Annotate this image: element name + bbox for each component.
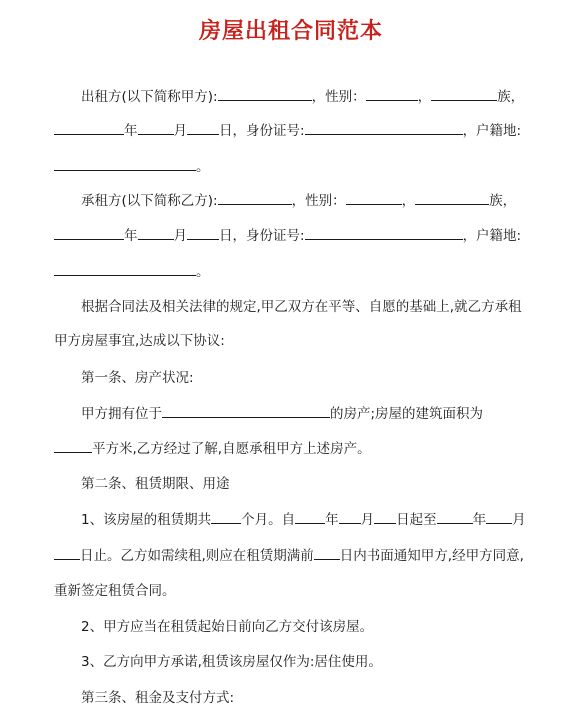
lessor-line-2 xyxy=(54,120,521,141)
blank xyxy=(366,86,418,101)
article-2-heading: 第二条、租赁期限、用途 xyxy=(81,476,230,492)
blank xyxy=(54,225,124,240)
domicile-label: ，户籍地: xyxy=(462,228,522,244)
preamble-line-1: 根据合同法及相关法律的规定,甲乙双方在平等、自愿的基础上,就乙方承租 xyxy=(81,299,522,315)
blank xyxy=(138,225,174,240)
lessee-line-1 xyxy=(81,190,516,211)
term-label: 1、该房屋的租赁期共 xyxy=(81,512,212,528)
year-label: 年 xyxy=(124,228,138,244)
blank xyxy=(138,120,174,135)
lessee-line-3 xyxy=(54,261,210,282)
blank xyxy=(187,120,219,135)
punct: ， xyxy=(401,193,416,209)
gender-label: ，性别： xyxy=(291,193,346,209)
month-label: 月 xyxy=(173,123,187,139)
lessor-label: 出租方(以下简称甲方): xyxy=(81,89,218,105)
blank xyxy=(54,156,196,171)
area-text: 平方米,乙方经过了解,自愿承租甲方上述房产。 xyxy=(92,441,371,457)
article-1-line-1 xyxy=(81,403,483,424)
blank xyxy=(305,120,463,135)
renewal-text: 日止。乙方如需续租,则应在租赁期满前 xyxy=(80,548,314,564)
blank xyxy=(415,190,489,205)
gender-label: ，性别： xyxy=(311,89,366,105)
blank xyxy=(314,545,340,560)
article-3-heading: 第三条、租金及支付方式: xyxy=(81,690,235,706)
id-label: 日，身份证号: xyxy=(219,123,305,139)
lessor-line-3 xyxy=(54,156,210,177)
year-label: 年 xyxy=(472,512,487,528)
preamble-line-2: 甲方房屋事宜,达成以下协议: xyxy=(54,333,225,349)
notice-text: 日内书面通知甲方,经甲方同意, xyxy=(339,548,524,564)
blank xyxy=(218,190,292,205)
to-label: 日起至 xyxy=(396,512,437,528)
punct: 。 xyxy=(196,159,210,175)
blank xyxy=(346,190,402,205)
article-2-item-2: 2、甲方应当在租赁起始日前向乙方交付该房屋。 xyxy=(81,619,374,635)
blank xyxy=(218,86,312,101)
lessee-line-2 xyxy=(54,225,521,246)
article-1-heading: 第一条、房产状况: xyxy=(81,370,194,386)
lessor-line-1 xyxy=(81,86,524,107)
article-2-item-1-line-2 xyxy=(54,545,524,566)
ethnicity-label: 族， xyxy=(489,193,517,209)
article-1-line-2 xyxy=(54,438,371,459)
blank xyxy=(162,403,330,418)
article-2-item-1-line-1 xyxy=(81,509,526,530)
location-label: 甲方拥有位于 xyxy=(81,406,162,422)
punct: 。 xyxy=(196,264,210,280)
blank xyxy=(211,509,241,524)
blank xyxy=(187,225,219,240)
lessee-label: 承租方(以下简称乙方): xyxy=(81,193,218,209)
blank xyxy=(54,438,92,453)
month-label: 月 xyxy=(512,512,526,528)
blank xyxy=(437,509,473,524)
blank xyxy=(339,509,361,524)
month-label: 月 xyxy=(360,512,375,528)
property-text: 的房产;房屋的建筑面积为 xyxy=(330,406,484,422)
from-label: 个月。自 xyxy=(241,512,296,528)
article-2-item-3: 3、乙方向甲方承诺,租赁该房屋仅作为:居住使用。 xyxy=(81,654,382,670)
blank xyxy=(54,120,124,135)
blank xyxy=(486,509,512,524)
blank xyxy=(295,509,325,524)
punct: ， xyxy=(417,89,432,105)
year-label: 年 xyxy=(325,512,339,528)
year-label: 年 xyxy=(124,123,138,139)
blank xyxy=(431,86,497,101)
blank xyxy=(54,261,196,276)
id-label: 日，身份证号: xyxy=(219,228,305,244)
domicile-label: ，户籍地: xyxy=(462,123,522,139)
document-title: 房屋出租合同范本 xyxy=(198,19,383,44)
ethnicity-label: 族， xyxy=(497,89,525,105)
article-2-item-1-line-3: 重新签定租赁合同。 xyxy=(54,583,176,599)
blank xyxy=(374,509,396,524)
blank xyxy=(305,225,463,240)
month-label: 月 xyxy=(173,228,187,244)
blank xyxy=(54,545,80,560)
